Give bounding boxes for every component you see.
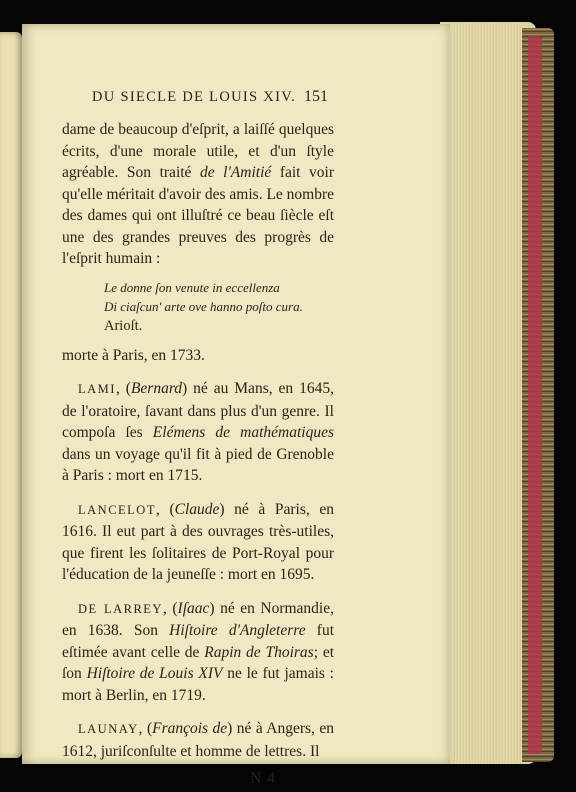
paragraph-morte: morte à Paris, en 1733. [62,346,205,364]
text-run: , ( [155,500,175,518]
text-run: , ( [162,599,178,617]
text-run: fait voir qu'elle méritait d'avoir des amis. Le nombre des dames qui ont illuſtré ce beau ſiècle eſt une des grandes preuves des progrès de l'eſprit humain : [62,164,335,267]
entry-launay [62,718,334,762]
quote-attribution: Arioſt. [104,317,143,334]
quote-text: Di ciaſcun' arte ove hanno poſto cura. [104,298,303,314]
text-run: ; et ſon [62,643,335,682]
italic-name: Rapin de Thoiras [204,643,314,661]
text-run: ) né au Mans, en 1645, de l'oratoire, ſavant dans plus d'un genre. Il compoſa ſes [62,380,334,441]
italic-title: de l'Amitié [200,164,272,181]
italic-name: Bernard [130,380,183,397]
left-page-edge [0,32,22,758]
text-run: ) né en Normandie, en 1638. Son [62,599,334,639]
italic-name: Claude [174,500,220,518]
text-run: ) né à Paris, en 1616. Il eut part à des ouvrages très-utiles, que firent les ſolitaires de Port-Royal pour l'éducation de la jeuneſſe : mort en 1695. [62,500,334,583]
italic-name: Iſaac [177,599,210,617]
text-run: dans un voyage qu'il fit à pied de Grenoble à Paris : mort en 1715. [62,445,334,484]
text-run: ne le fut jamais : mort à Berlin, en 1719. [62,665,334,704]
italic-title: Hiſtoire d'Angleterre [169,622,306,639]
page-body [62,119,334,790]
italic-name: François de [152,720,228,737]
entry-lancelot [62,499,334,586]
page-number: 151 [304,88,329,105]
quote-line: Le donne ſon venute in eccellenza [104,279,280,295]
verse-quote [62,278,334,336]
italic-title: Elémens de mathématiques [152,424,334,441]
text-run: , ( [138,720,153,737]
text-run: fut eſtimée avant celle de [62,622,335,661]
entry-lami [62,378,334,487]
signature-mark: N 4 [250,770,276,787]
cover-red-edge [528,36,542,754]
text-run: , ( [115,380,131,397]
quote-line [104,297,334,336]
italic-title: Hiſtoire de Louis XIV [86,665,223,682]
running-header [92,88,337,106]
running-title: DU SIECLE DE LOUIS XIV. [92,89,297,105]
entry-larrey [62,598,334,707]
text-run: ) né à Angers, en 1612, juriſconſulte et homme de lettres. Il [62,720,334,760]
text-run: dame de beaucoup d'eſprit, a laiſſé quelques écrits, d'une morale utile, et d'un ſtyle agréable. Son traité [62,121,334,181]
entry-name: DE LARREY [78,601,163,616]
entry-name: LANCELOT [78,502,156,517]
entry-name: LAUNAY [78,722,139,736]
entry-name: LAMI [78,382,116,396]
paragraph-dames [62,119,334,270]
